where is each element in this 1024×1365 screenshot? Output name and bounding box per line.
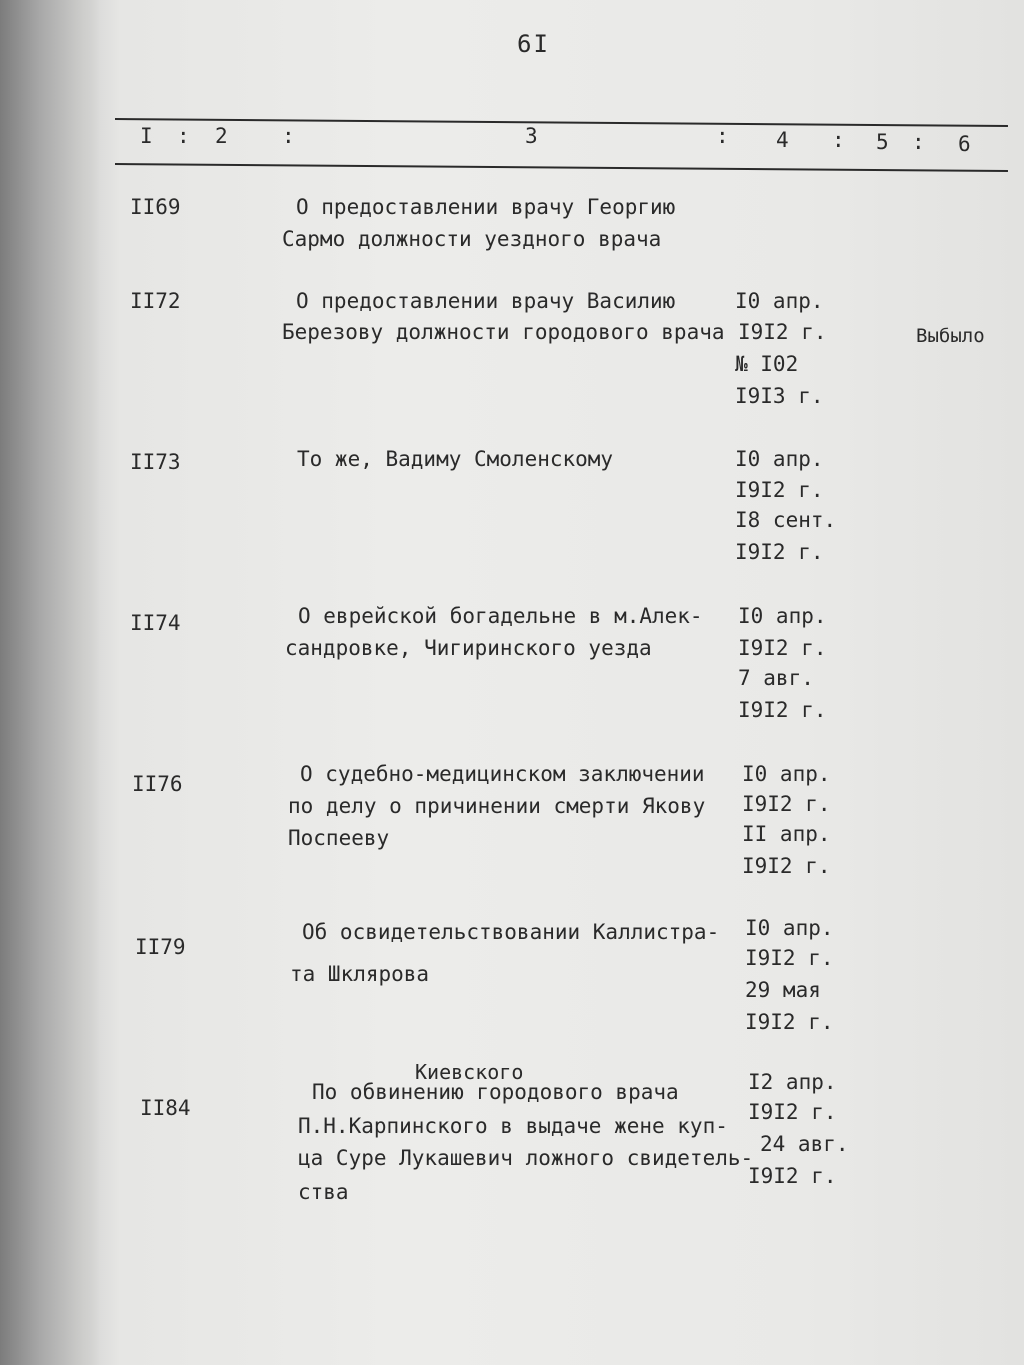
entry-date: I9I2 г. xyxy=(738,698,827,722)
header-col-1: I xyxy=(140,124,153,148)
entry-title-line: То же, Вадиму Смоленскому xyxy=(297,447,614,471)
entry-number: II84 xyxy=(140,1096,191,1120)
entry-date: I9I2 г. xyxy=(738,636,827,660)
entry-date: 29 мая xyxy=(745,978,821,1002)
entry-date: I0 апр. xyxy=(735,447,824,471)
entry-date: I9I2 г. xyxy=(735,540,824,564)
header-col-2: 2 xyxy=(215,124,228,148)
entry-title-line: О еврейской богадельне в м.Алек- xyxy=(298,604,703,628)
entry-date: I0 апр. xyxy=(742,762,831,786)
entry-date: I9I2 г. xyxy=(748,1100,837,1124)
entry-date: I9I3 г. xyxy=(735,384,824,408)
entry-date: I9I2 г. xyxy=(742,854,831,878)
entry-number: II79 xyxy=(135,935,186,959)
entry-date: II апр. xyxy=(742,822,831,846)
entry-title-line: та Шклярова xyxy=(290,962,430,986)
entry-date: I9I2 г. xyxy=(738,320,827,344)
entry-title-line: по делу о причинении смерти Якову xyxy=(288,794,706,818)
header-col-4: 4 xyxy=(776,128,789,152)
entry-title-line: Сармо должности уездного врача xyxy=(282,227,662,251)
header-col-3: 3 xyxy=(525,124,538,148)
entry-date: I0 апр. xyxy=(745,916,834,940)
header-sep: : xyxy=(282,124,295,148)
entry-title-line: О предоставлении врачу Василию xyxy=(296,289,676,313)
entry-date: I8 сент. xyxy=(735,508,837,532)
entry-date: I2 апр. xyxy=(748,1070,837,1094)
entry-title-line: О судебно-медицинском заключении xyxy=(300,762,705,786)
header-top-rule xyxy=(115,118,1008,127)
entry-number: II76 xyxy=(132,772,183,796)
header-col-6: 6 xyxy=(958,132,971,156)
entry-date: № I02 xyxy=(735,352,799,376)
header-col-5: 5 xyxy=(876,130,889,154)
entry-date: 24 авг. xyxy=(760,1132,849,1156)
entry-date: 7 авг. xyxy=(738,666,814,690)
header-sep: : xyxy=(832,128,845,152)
entry-title-line: Об освидетельствовании Каллистра- xyxy=(302,920,720,944)
header-sep: : xyxy=(912,130,925,154)
entry-date: I9I2 г. xyxy=(742,792,831,816)
entry-title-line: Поспееву xyxy=(288,826,390,850)
entry-date: I9I2 г. xyxy=(745,1010,834,1034)
header-bottom-rule xyxy=(115,163,1008,172)
entry-number: II74 xyxy=(130,611,181,635)
entry-number: II73 xyxy=(130,450,181,474)
entry-date: I9I2 г. xyxy=(735,478,824,502)
entry-date: I9I2 г. xyxy=(748,1164,837,1188)
entry-title-line: ства xyxy=(298,1180,349,1204)
entry-title-line: П.Н.Карпинского в выдаче жене куп- xyxy=(298,1114,728,1138)
entry-title-line: сандровке, Чигиринского уезда xyxy=(285,636,652,660)
entry-handwritten-insertion: Киевского xyxy=(415,1060,524,1084)
entry-title-line: Березову должности городового врача xyxy=(282,320,725,344)
entry-number: II72 xyxy=(130,289,181,313)
entry-note: Выбыло xyxy=(916,325,985,347)
page-number: 6I xyxy=(517,30,550,58)
entry-date: I0 апр. xyxy=(735,289,824,313)
entry-title-line: По обвинению городового врача xyxy=(312,1080,679,1104)
book-spine-shadow xyxy=(0,0,100,1365)
entry-date: I0 апр. xyxy=(738,604,827,628)
entry-title-line: О предоставлении врачу Георгию xyxy=(296,195,676,219)
header-sep: : xyxy=(716,124,729,148)
header-sep: : xyxy=(177,124,190,148)
entry-date: I9I2 г. xyxy=(745,946,834,970)
entry-number: II69 xyxy=(130,195,181,219)
entry-title-line: ца Суре Лукашевич ложного свидетель- xyxy=(298,1146,754,1170)
